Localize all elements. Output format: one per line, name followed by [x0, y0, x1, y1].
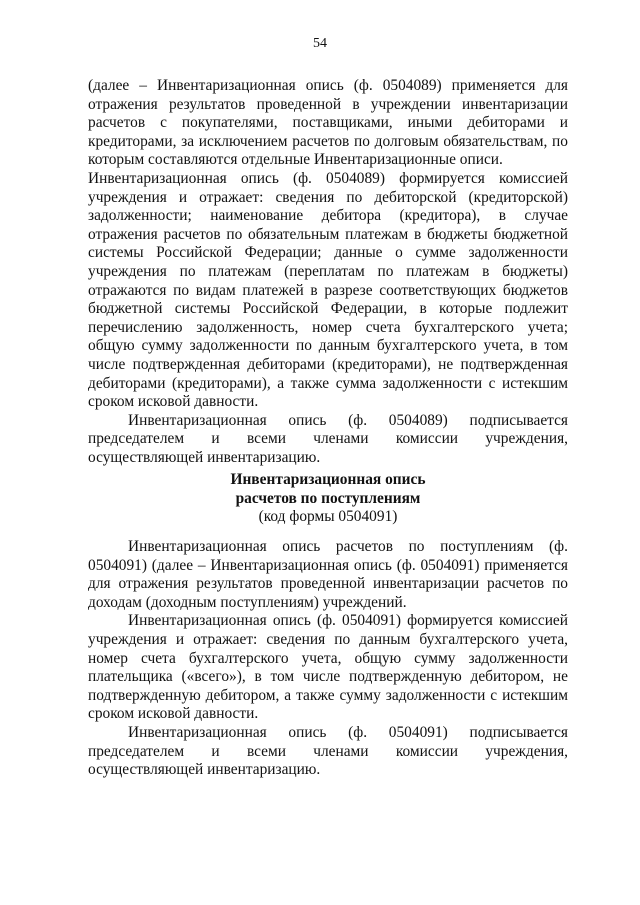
page-number: 54 [313, 36, 327, 51]
paragraph: (далее – Инвентаризационная опись (ф. 0504089) применяется для отражения результатов проведенной в учреждении инвентаризации расчетов с покупателями, поставщиками, иными дебиторами и кредиторами, за исключением расчетов по долговым обязательствам, по которым составляются отдельные Инвентаризационные описи. [88, 77, 568, 169]
paragraph: Инвентаризационная опись (ф. 0504089) формируется комиссией учреждения и отражает: сведения по дебиторской (кредиторской) задолженности; наименование дебитора (кредитора), в случае отражения расчетов по обязательным платежам в бюджеты бюджетной системы Российской Федерации; данные о сумме задолженности учреждения по платежам (переплатам по платежам в бюджеты) отражаются по видам платежей в разрезе соответствующих бюджетов бюджетной системы Российской Федерации, в которые подлежит перечислению задолженность, номер счета бухгалтерского учета; общую сумму задолженности по данным бухгалтерского учета, в том числе подтвержденная дебиторами (кредиторами), не подтвержденная дебиторами (кредиторами), а также сумма задолженности с истекшим сроком исковой давности. [88, 169, 568, 411]
heading-line-1: Инвентаризационная опись [230, 471, 426, 488]
form-code: (код формы 0504091) [258, 508, 398, 526]
paragraph: Инвентаризационная опись (ф. 0504089) подписывается председателем и всеми членами комиссии учреждения, осуществляющей инвентаризацию. [88, 411, 568, 466]
heading-line-2: расчетов по поступлениям [235, 489, 421, 507]
paragraph: Инвентаризационная опись расчетов по поступлениям (ф. 0504091) (далее – Инвентаризационная опись (ф. 0504091) применяется для отражения результатов проведенной инвентаризации расчетов по доходам (доходным поступлениям) учреждений. [88, 538, 568, 611]
section-heading [88, 471, 568, 527]
paragraph: Инвентаризационная опись (ф. 0504091) подписывается председателем и всеми членами комиссии учреждения, осуществляющей инвентаризацию. [88, 723, 568, 779]
section-2-body [88, 538, 568, 780]
paragraph: Инвентаризационная опись (ф. 0504091) формируется комиссией учреждения и отражает: сведения по данным бухгалтерского учета, номер счета бухгалтерского учета, общую сумму задолженности плательщика («всего»), в том числе подтвержденную дебитором, не подтвержденную дебитором, а также сумму задолженности с истекшим сроком исковой давности. [88, 612, 568, 723]
section-1-body [88, 77, 568, 467]
